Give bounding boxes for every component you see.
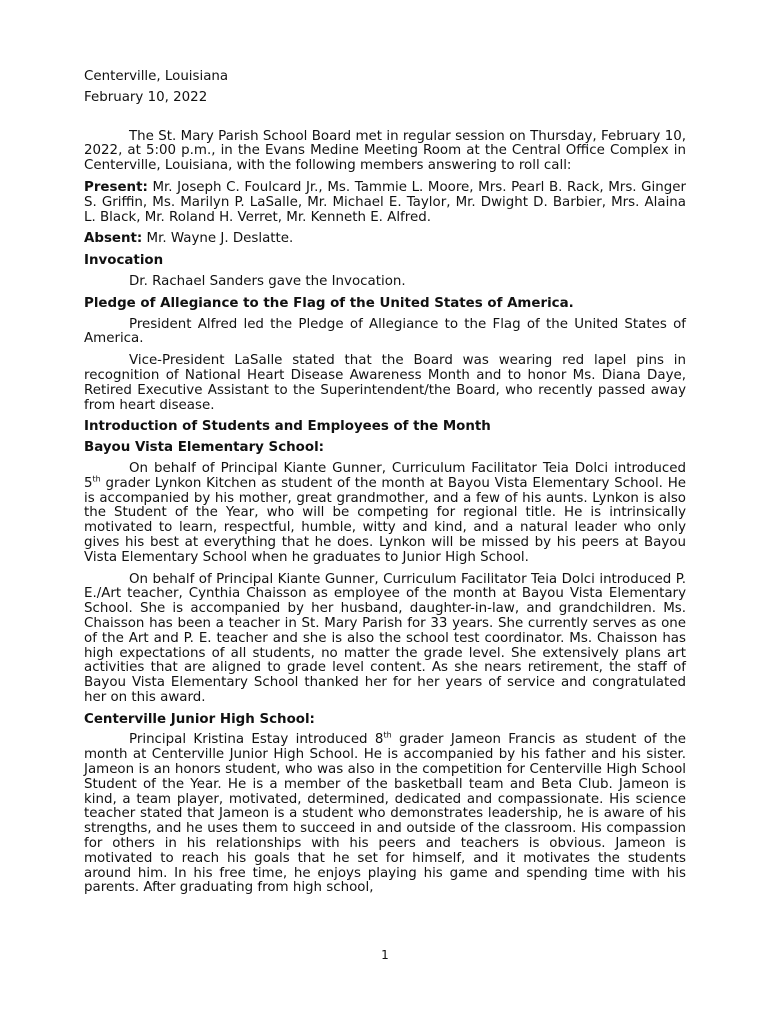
intro-heading: Introduction of Students and Employees of the Month: [84, 419, 491, 435]
bayou-p1-a: On behalf of Principal Kiante Gunner, Curriculum Facilitator Teia Dolci introduced 5: [84, 460, 686, 491]
present-label: Present:: [84, 179, 148, 195]
header-place: Centerville, Louisiana: [84, 69, 229, 84]
bayou-heading: Bayou Vista Elementary School:: [84, 440, 325, 456]
pledge-text-2: Vice-President LaSalle stated that the Board was wearing red lapel pins in recognition of National Heart Disease Awareness Month and to honor Ms. Diana Daye, Retired Executive Assistant to the Superintendent/the Board, who recently passed away from heart disease.: [84, 353, 686, 413]
bayou-employee-paragraph: On behalf of Principal Kiante Gunner, Curriculum Facilitator Teia Dolci introduced P. E./Art teacher, Cynthia Chaisson as employee of the month at Bayou Vista Elementary School. She is accompanied by her husband, daughter-in-law, and grandchildren. Ms. Chaisson has been a teacher in St. Mary Parish for 33 years. She currently serves as one of the Art and P. E. teacher and she is also the school test coordinator. Ms. Chaisson has high expectations of all students, no matter the grade level. She extensively plans art activities that are aligned to grade level content. As she nears retirement, the staff of Bayou Vista Elementary School thanked her for her years of service and congratulated her on this award.: [84, 571, 686, 705]
pledge-heading: Pledge of Allegiance to the Flag of the United States of America.: [84, 295, 574, 311]
centerville-p1-sup: th: [383, 731, 392, 741]
present-paragraph: [84, 181, 686, 225]
invocation-text: Dr. Rachael Sanders gave the Invocation.: [129, 273, 406, 289]
page-number: 1: [381, 948, 389, 962]
spacer: [84, 112, 686, 130]
present-text: Mr. Joseph C. Foulcard Jr., Ms. Tammie L. Moore, Mrs. Pearl B. Rack, Mrs. Ginger S. Griffin, Ms. Marilyn P. LaSalle, Mr. Michael E. Taylor, Mr. Dwight D. Barbier, Mrs. Alaina L. Black, Mr. Roland H. Verret, Mr. Kenneth E. Alfred.: [84, 179, 686, 225]
centerville-p1-b: grader Jameon Francis as student of the month at Centerville Junior High School. He is accompanied by his father and his sister. Jameon is an honors student, who was also in the competition for Centerville High School Student of the Year. He is a member of the basketball team and Beta Club. Jameon is kind, a team player, motivated, determined, dedicated and compassionate. His science teacher stated that Jameon is a student who demonstrates leadership, he is aware of his strengths, and he uses them to succeed in and outside of the classroom. His compassion for others in his relationships with his peers and teachers is obvious. Jameon is motivated to reach his goals that he set for himself, and it motivates the students around him. In his free time, he enjoys playing his game and spending time with his parents. After graduating from high school,: [84, 732, 686, 896]
centerville-p1-a: Principal Kristina Estay introduced 8: [129, 732, 384, 748]
pledge-text: President Alfred led the Pledge of Allegiance to the Flag of the United States of America.: [84, 316, 686, 347]
bayou-p1-sup: th: [92, 474, 101, 484]
document-page: [84, 70, 686, 903]
centerville-heading: Centerville Junior High School:: [84, 711, 315, 727]
bayou-student-paragraph: [84, 462, 686, 566]
opening-paragraph: The St. Mary Parish School Board met in regular session on Thursday, February 10, 2022, at 5:00 p.m., in the Evans Medine Meeting Room at the Central Office Complex in Centerville, Louisiana, with the following members answering to roll call:: [84, 128, 686, 174]
absent-paragraph: [84, 232, 686, 247]
header-date: February 10, 2022: [84, 89, 208, 105]
bayou-p1-b: grader Lynkon Kitchen as student of the month at Bayou Vista Elementary School. He is accompanied by his mother, great grandmother, and a few of his aunts. Lynkon is also the Student of the Year, who will be competing for regional title. He is intrinsically motivated to learn, respectful, humble, witty and kind, and a natural leader who only gives his best at everything that he does. Lynkon will be missed by his peers at Bayou Vista Elementary School when he graduates to Junior High School.: [84, 475, 686, 565]
absent-text: Mr. Wayne J. Deslatte.: [142, 231, 294, 247]
centerville-student-paragraph: [84, 733, 686, 896]
absent-label: Absent:: [84, 231, 143, 247]
invocation-heading: Invocation: [84, 253, 164, 269]
